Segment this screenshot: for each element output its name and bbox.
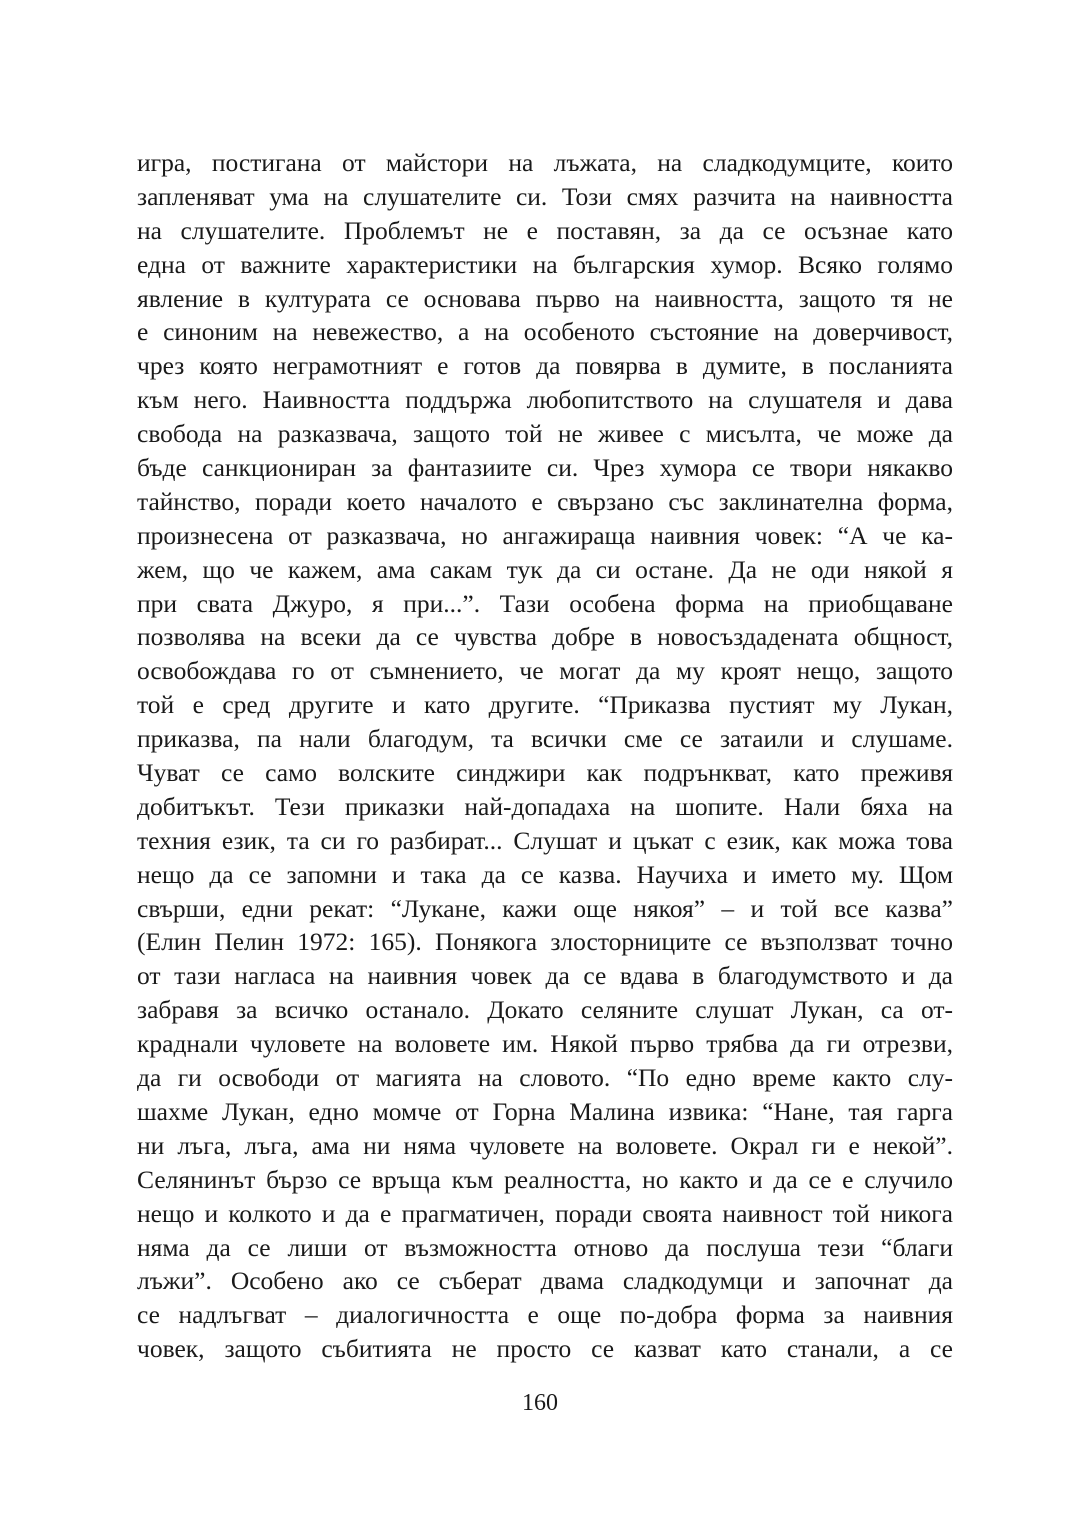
text-line: лъжи”. Особено ако се съберат двама сладкодумци и започнат да xyxy=(137,1266,953,1296)
text-line: ни лъга, лъга, ама ни няма чуловете на воловете. Окрал ги е некой”. xyxy=(137,1130,953,1160)
text-line: чрез която неграмотният е готов да повярва в думите, в посланията xyxy=(137,351,953,381)
page-number: 160 xyxy=(522,1390,558,1416)
text-line: една от важните характеристики на българския хумор. Всяко голямо xyxy=(137,249,953,279)
text-line: тайнство, поради което началото е свързано със заклинателна форма, xyxy=(137,486,953,516)
text-line: към него. Наивността поддържа любопитството на слушателя и дава xyxy=(137,385,953,415)
text-line: игра, постигана от майстори на лъжата, на сладкодумците, които xyxy=(137,148,953,177)
text-line: свърши, едни рекат: “Лукане, кажи още някоя” – и той все казва” xyxy=(137,893,953,923)
text-line: освобождава го от съмнението, че могат да му кроят нещо, защото xyxy=(137,656,953,686)
text-line: нещо и колкото и да е прагматичен, поради своята наивност той никога xyxy=(137,1198,953,1228)
text-line: жем, що че кажем, ама сакам тук да си остане. Да не оди някой я xyxy=(137,554,953,584)
text-line: Селянинът бързо се връща към реалността, но както и да се е случило xyxy=(137,1164,953,1194)
body-text xyxy=(137,146,953,1366)
text-line: свобода на разказвача, защото той не живее с мисълта, че може да xyxy=(137,419,953,449)
text-line: Чуват се само волските синджири как подрънкват, като преживя xyxy=(137,758,953,788)
text-line: на слушателите. Проблемът не е поставян, за да се осъзнае като xyxy=(137,215,953,245)
text-line: се надлъгват – диалогичността е още по-добра форма за наивния xyxy=(137,1300,953,1330)
text-line: (Елин Пелин 1972: 165). Понякога злосторниците се възползват точно xyxy=(137,927,953,957)
text-line: добитъкът. Тези приказки най-допадаха на шопите. Нали бяха на xyxy=(137,791,953,821)
text-line: е синоним на невежество, а на особеното състояние на доверчивост, xyxy=(137,317,953,347)
text-line: нещо да се запомни и така да се казва. Научиха и името му. Щом xyxy=(137,859,953,889)
text-line: техния език, та си го разбират... Слушат и цъкат с език, как можа това xyxy=(137,825,953,855)
text-line: човек, защото събитията не просто се казват като станали, а се xyxy=(137,1334,953,1364)
text-line: краднали чуловете на воловете им. Някой първо трябва да ги отрезви, xyxy=(137,1029,953,1059)
text-line: той е сред другите и като другите. “Приказва пустият му Лукан, xyxy=(137,690,953,720)
text-line: няма да се лиши от възможността отново да послуша тези “благи xyxy=(137,1232,953,1262)
text-line: запленяват ума на слушателите си. Този смях разчита на наивността xyxy=(137,181,953,211)
text-line: бъде санкциониран за фантазиите си. Чрез хумора се твори някакво xyxy=(137,453,953,483)
text-line: позволява на всеки да се чувства добре в новосъздадената общност, xyxy=(137,622,953,652)
text-line: от тази нагласа на наивния човек да се вдава в благодумството и да xyxy=(137,961,953,991)
text-line: явление в културата се основава първо на наивността, защото тя не xyxy=(137,283,953,313)
text-line: при свата Джуро, я при...”. Тази особена форма на приобщаване xyxy=(137,588,953,618)
text-line: забравя за всичко останало. Докато селяните слушат Лукан, са от- xyxy=(137,995,953,1025)
text-line: шахме Лукан, едно момче от Горна Малина извика: “Нане, тая гарга xyxy=(137,1096,953,1126)
text-line: приказва, па нали благодум, та всички сме се затаили и слушаме. xyxy=(137,724,953,754)
text-line: да ги освободи от магията на словото. “По едно време както слу- xyxy=(137,1063,953,1093)
text-line: произнесена от разказвача, но ангажираща наивния човек: “А че ка- xyxy=(137,520,953,550)
